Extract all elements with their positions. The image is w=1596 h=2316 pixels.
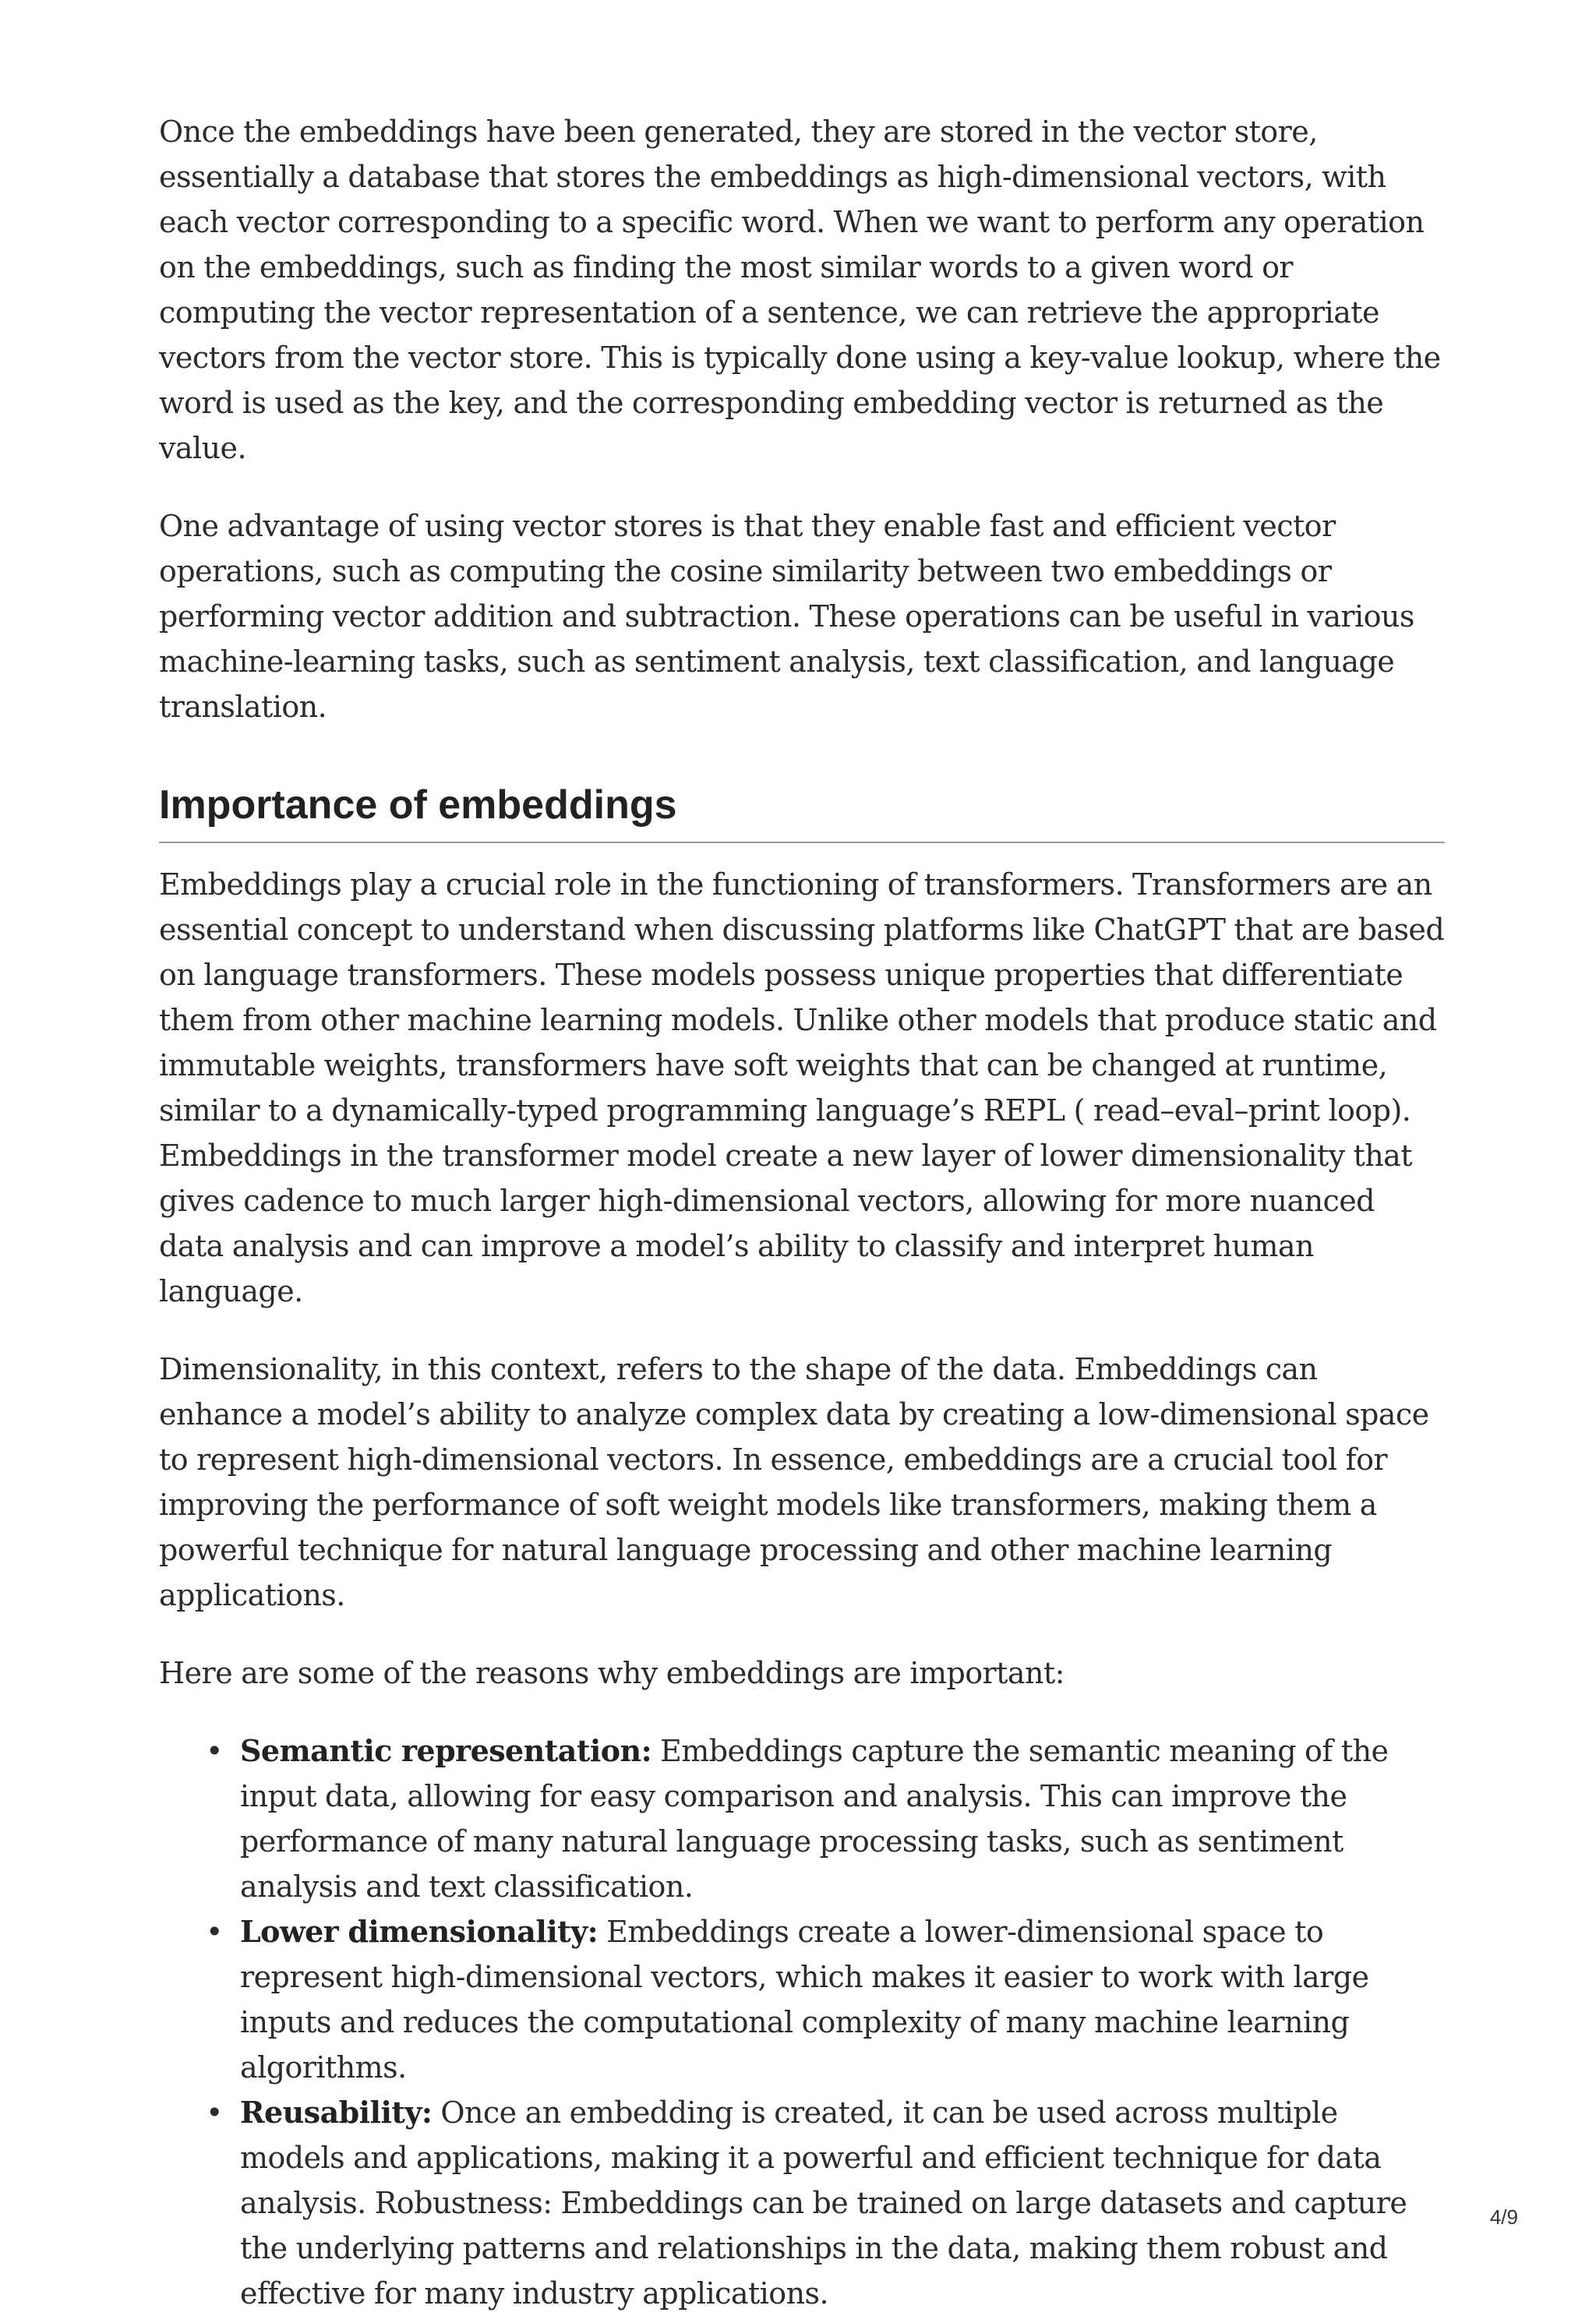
list-item-text: Once an embedding is created, it can be used across multiple models and applications, making it a powerful and efficient technique for data analysis. Robustness: Embeddings can be trained on large datasets and capture the underlying patterns and relationships in the data, making them robust and effective for many industry applications. <box>240 2095 1407 2311</box>
article-page <box>159 109 1445 2316</box>
list-item-term: Semantic representation: <box>240 1733 652 1768</box>
paragraph-vector-store: Once the embeddings have been generated, they are stored in the vector store, essentially a database that stores the embeddings as high-dimensional vectors, with each vector corresponding to a specific word. When we want to perform any operation on the embeddings, such as finding the most similar words to a given word or computing the vector representation of a sentence, we can retrieve the appropriate vectors from the vector store. This is typically done using a key-value lookup, where the word is used as the key, and the corresponding embedding vector is returned as the value. <box>159 115 1441 465</box>
section-heading: Importance of embeddings <box>159 781 1445 843</box>
list-item <box>206 1909 1445 2090</box>
reasons-list <box>159 1728 1445 2316</box>
paragraph-dimensionality: Dimensionality, in this context, refers to the shape of the data. Embeddings can enhance a model’s ability to analyze complex data by creating a low-dimensional space to represent high-dimensional vectors. In essence, embeddings are a crucial tool for improving the performance of soft weight models like transformers, making them a powerful technique for natural language processing and other machine learning applications. <box>159 1352 1429 1612</box>
paragraph-transformers: Embeddings play a crucial role in the functioning of transformers. Transformers are an essential concept to understand when discussing platforms like ChatGPT that are based on language transformers. These models possess unique properties that differentiate them from other machine learning models. Unlike other models that produce static and immutable weights, transformers have soft weights that can be changed at runtime, similar to a dynamically-typed programming language’s REPL ( read–eval–print loop). Embeddings in the transformer model create a new layer of lower dimensionality that gives cadence to much larger high-dimensional vectors, allowing for more nuanced data analysis and can improve a model’s ability to classify and interpret human language. <box>159 867 1445 1308</box>
paragraph-reasons-intro: Here are some of the reasons why embeddings are important: <box>159 1656 1065 1690</box>
page-number: 4/9 <box>1489 2205 1518 2229</box>
bullet-icon: • <box>206 1915 223 1949</box>
list-item-text: Embeddings capture the semantic meaning of the input data, allowing for easy comparison and analysis. This can improve the performance of many natural language processing tasks, such as sentiment analysis and text classification. <box>240 1734 1389 1904</box>
bullet-icon: • <box>206 2095 223 2130</box>
paragraph-vector-advantage: One advantage of using vector stores is that they enable fast and efficient vector operations, such as computing the cosine similarity between two embeddings or performing vector addition and subtraction. These operations can be useful in various machine-learning tasks, such as sentiment analysis, text classification, and language translation. <box>159 509 1414 724</box>
list-item-term: Lower dimensionality: <box>240 1914 598 1949</box>
list-item <box>206 2090 1445 2316</box>
list-item <box>206 1728 1445 1909</box>
bullet-icon: • <box>206 1734 223 1768</box>
list-item-text: Embeddings create a lower-dimensional space to represent high-dimensional vectors, which makes it easier to work with large inputs and reduces the computational complexity of many machine learning algorithms. <box>240 1915 1369 2085</box>
list-item-term: Reusability: <box>240 2095 433 2130</box>
